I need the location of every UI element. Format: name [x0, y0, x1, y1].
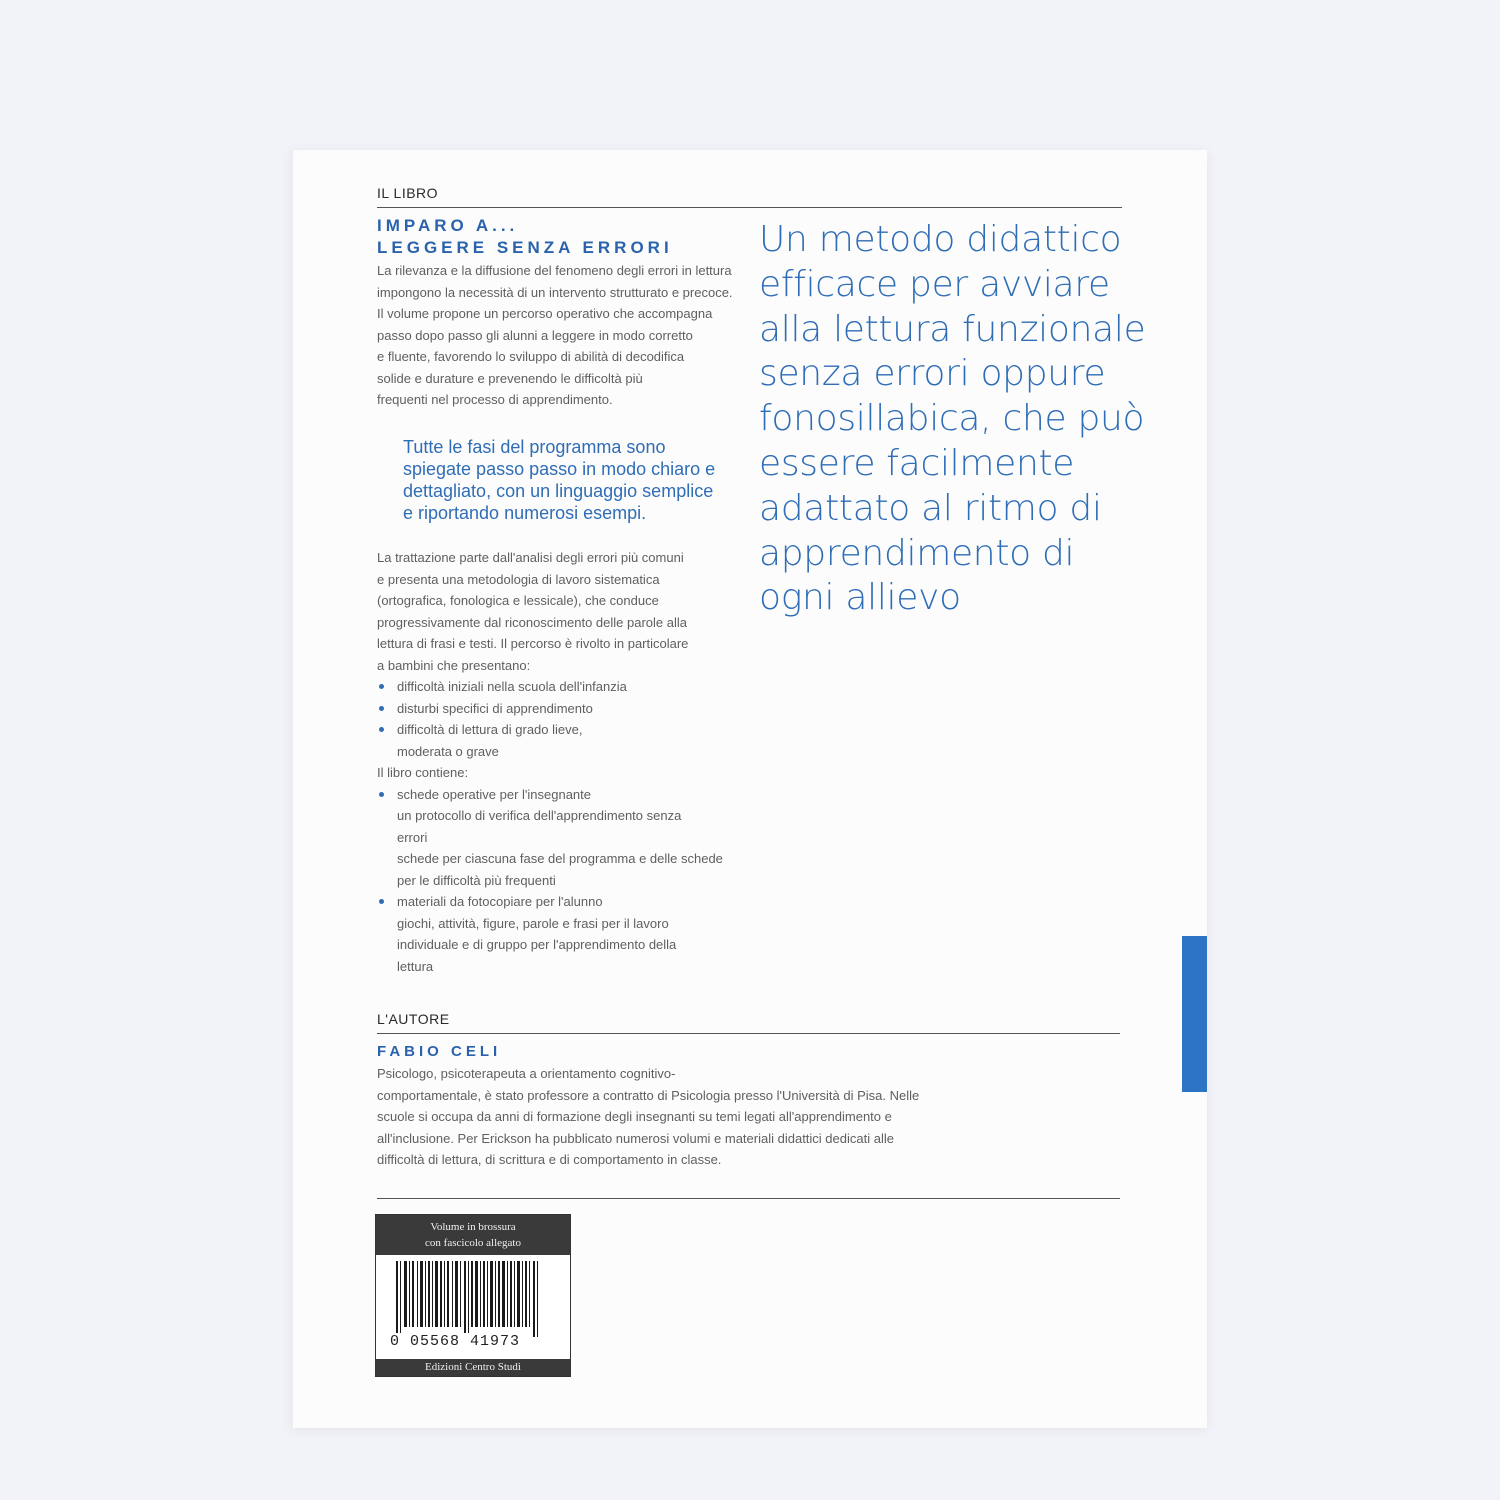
resources-bullet-list-2 [377, 891, 723, 913]
bullet-item: difficoltà di lettura di grado lieve, [377, 719, 723, 741]
side-color-tab [1182, 936, 1207, 1092]
book-kicker [377, 215, 673, 259]
barcode-header-line: Volume in brossura [430, 1221, 516, 1233]
barcode-digits: 0 05568 41973 [390, 1333, 521, 1350]
method-line: La trattazione parte dall'analisi degli errori più comuni [377, 550, 684, 565]
method-line: e presenta una metodologia di lavoro sistematica [377, 571, 660, 587]
section-label-autore: L'AUTORE [377, 1011, 450, 1027]
barcode-block [375, 1214, 571, 1377]
pull-quote [403, 436, 715, 524]
intro-paragraph [377, 260, 733, 411]
section-rule-autore [377, 1033, 1120, 1034]
resources-intro: Il libro contiene: [377, 765, 469, 780]
cover-headline [759, 218, 1145, 621]
target-bullet-list [377, 676, 723, 741]
bullet-continuation: moderata o grave [397, 743, 499, 759]
bio-line: all'inclusione. Per Erickson ha pubblicato numerosi volumi e materiali didattici dedicati alle [377, 1130, 894, 1146]
headline-line: adattato al ritmo di [759, 487, 1102, 529]
headline-line: fonosillabica, che può [759, 398, 1145, 440]
section-rule-libro [377, 207, 1122, 208]
bullet-continuation: individuale e di gruppo per l'apprendimento della [397, 937, 677, 952]
resources-bullet-list [377, 784, 723, 806]
barcode-footer: Edizioni Centro Studi [376, 1359, 570, 1376]
book-kicker-line1: IMPARO A... [377, 216, 519, 235]
bottom-rule [377, 1198, 1120, 1199]
book-back-cover [291, 150, 1207, 1428]
method-line: (ortografica, fonologica e lessicale), che conduce [377, 593, 659, 608]
intro-line: passo dopo passo gli alunni a leggere in modo corretto [377, 327, 693, 343]
intro-line: impongono la necessità di un intervento strutturato e precoce. [377, 284, 733, 300]
intro-line: La rilevanza e la diffusione del fenomeno degli errori in lettura [377, 263, 732, 278]
headline-line: essere facilmente [759, 442, 1075, 484]
bullet-continuation: per le difficoltà più frequenti [397, 872, 556, 888]
quote-line: e riportando numerosi esempi. [403, 503, 647, 523]
bullet-continuation: schede per ciascuna fase del programma e delle schede [397, 851, 723, 866]
section-label-libro: IL LIBRO [377, 185, 439, 201]
bullet-item: disturbi specifici di apprendimento [377, 698, 723, 720]
headline-line: ogni allievo [759, 577, 961, 619]
method-line: lettura di frasi e testi. Il percorso è rivolto in particolare [377, 636, 689, 651]
author-bio [377, 1063, 919, 1171]
bullet-continuation: un protocollo di verifica dell'apprendimento senza [397, 808, 682, 823]
bullet-item: materiali da fotocopiare per l'alunno [377, 891, 723, 913]
headline-line: alla lettura funzionale [759, 308, 1146, 350]
quote-line: Tutte le fasi del programma sono [403, 437, 666, 457]
bullet-continuation: giochi, attività, figure, parole e frasi per il lavoro [397, 915, 669, 931]
method-line: a bambini che presentano: [377, 657, 531, 673]
bio-line: comportamentale, è stato professore a contratto di Psicologia presso l'Università di Pisa. Nelle [377, 1087, 920, 1103]
intro-line: e fluente, favorendo lo sviluppo di abilità di decodifica [377, 349, 685, 364]
bio-line: Psicologo, psicoterapeuta a orientamento cognitivo- [377, 1066, 676, 1081]
bullet-continuation: lettura [397, 958, 434, 974]
page-edge [291, 150, 293, 1428]
method-line: progressivamente dal riconoscimento delle parole alla [377, 614, 688, 630]
quote-line: dettagliato, con un linguaggio semplice [403, 481, 714, 501]
headline-line: efficace per avviare [759, 263, 1110, 305]
intro-line: frequenti nel processo di apprendimento. [377, 392, 613, 407]
intro-line: Il volume propone un percorso operativo che accompagna [377, 306, 713, 321]
book-kicker-line2: LEGGERE SENZA ERRORI [377, 238, 673, 257]
bullet-continuation: errori [397, 829, 428, 845]
quote-line: spiegate passo passo in modo chiaro e [403, 459, 716, 479]
bullet-item: difficoltà iniziali nella scuola dell'infanzia [377, 676, 723, 698]
intro-line: solide e durature e prevenendo le difficoltà più [377, 370, 643, 386]
bullet-item: schede operative per l'insegnante [377, 784, 723, 806]
barcode-header [376, 1215, 570, 1255]
headline-line: senza errori oppure [759, 353, 1106, 395]
headline-line: apprendimento di [759, 532, 1075, 574]
headline-line: Un metodo didattico [759, 219, 1122, 260]
bio-line: difficoltà di lettura, di scrittura e di comportamento in classe. [377, 1152, 722, 1167]
bio-line: scuole si occupa da anni di formazione degli insegnanti su temi legati all'apprendimento e [377, 1109, 892, 1124]
barcode-header-line: con fascicolo allegato [425, 1237, 521, 1249]
author-name: FABIO CELI [377, 1043, 502, 1060]
barcode-bars [394, 1261, 552, 1337]
method-paragraph [377, 547, 723, 977]
